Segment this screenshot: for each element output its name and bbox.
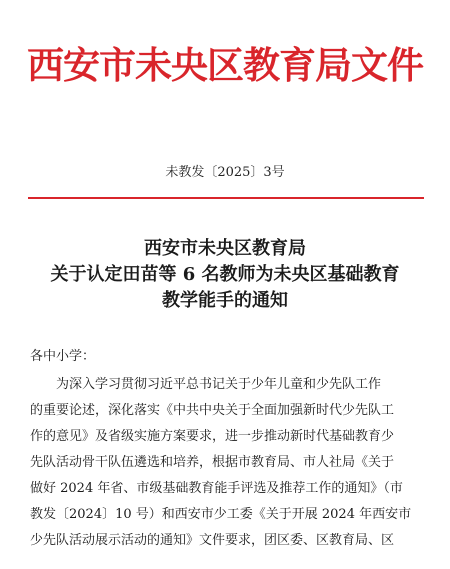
notice-title-line-3: 教学能手的通知: [162, 290, 288, 311]
body-line: 的重要论述，深化落实《中共中央关于全面加强新时代少先队工: [30, 403, 395, 418]
body-line: 作的意见》及省级实施方案要求，进一步推动新时代基础教育少: [30, 429, 395, 444]
body-paragraph: [30, 372, 430, 554]
notice-title: [0, 236, 450, 314]
notice-title-line-2: 关于认定田苗等 6 名教师为未央区基础教育: [50, 264, 400, 285]
issuer-title: 西安市未央区教育局文件: [27, 43, 423, 87]
document-number: 未教发〔2025〕3号: [165, 165, 285, 180]
body-line: 教发〔2024〕10 号）和西安市少工委《关于开展 2024 年西安市: [30, 507, 412, 522]
body-line: 先队活动骨干队伍遴选和培养，根据市教育局、市人社局《关于: [30, 455, 395, 470]
body-line: 做好 2024 年省、市级基础教育能手评选及推荐工作的通知》（市: [30, 481, 403, 496]
salutation: 各中小学：: [30, 349, 96, 364]
red-divider: [28, 197, 424, 199]
body-line: 少先队活动展示活动的通知》文件要求，团区委、区教育局、区: [30, 533, 395, 548]
notice-title-line-1: 西安市未央区教育局: [144, 238, 306, 259]
body-line: 为深入学习贯彻习近平总书记关于少年儿童和少先队工作: [56, 377, 382, 392]
